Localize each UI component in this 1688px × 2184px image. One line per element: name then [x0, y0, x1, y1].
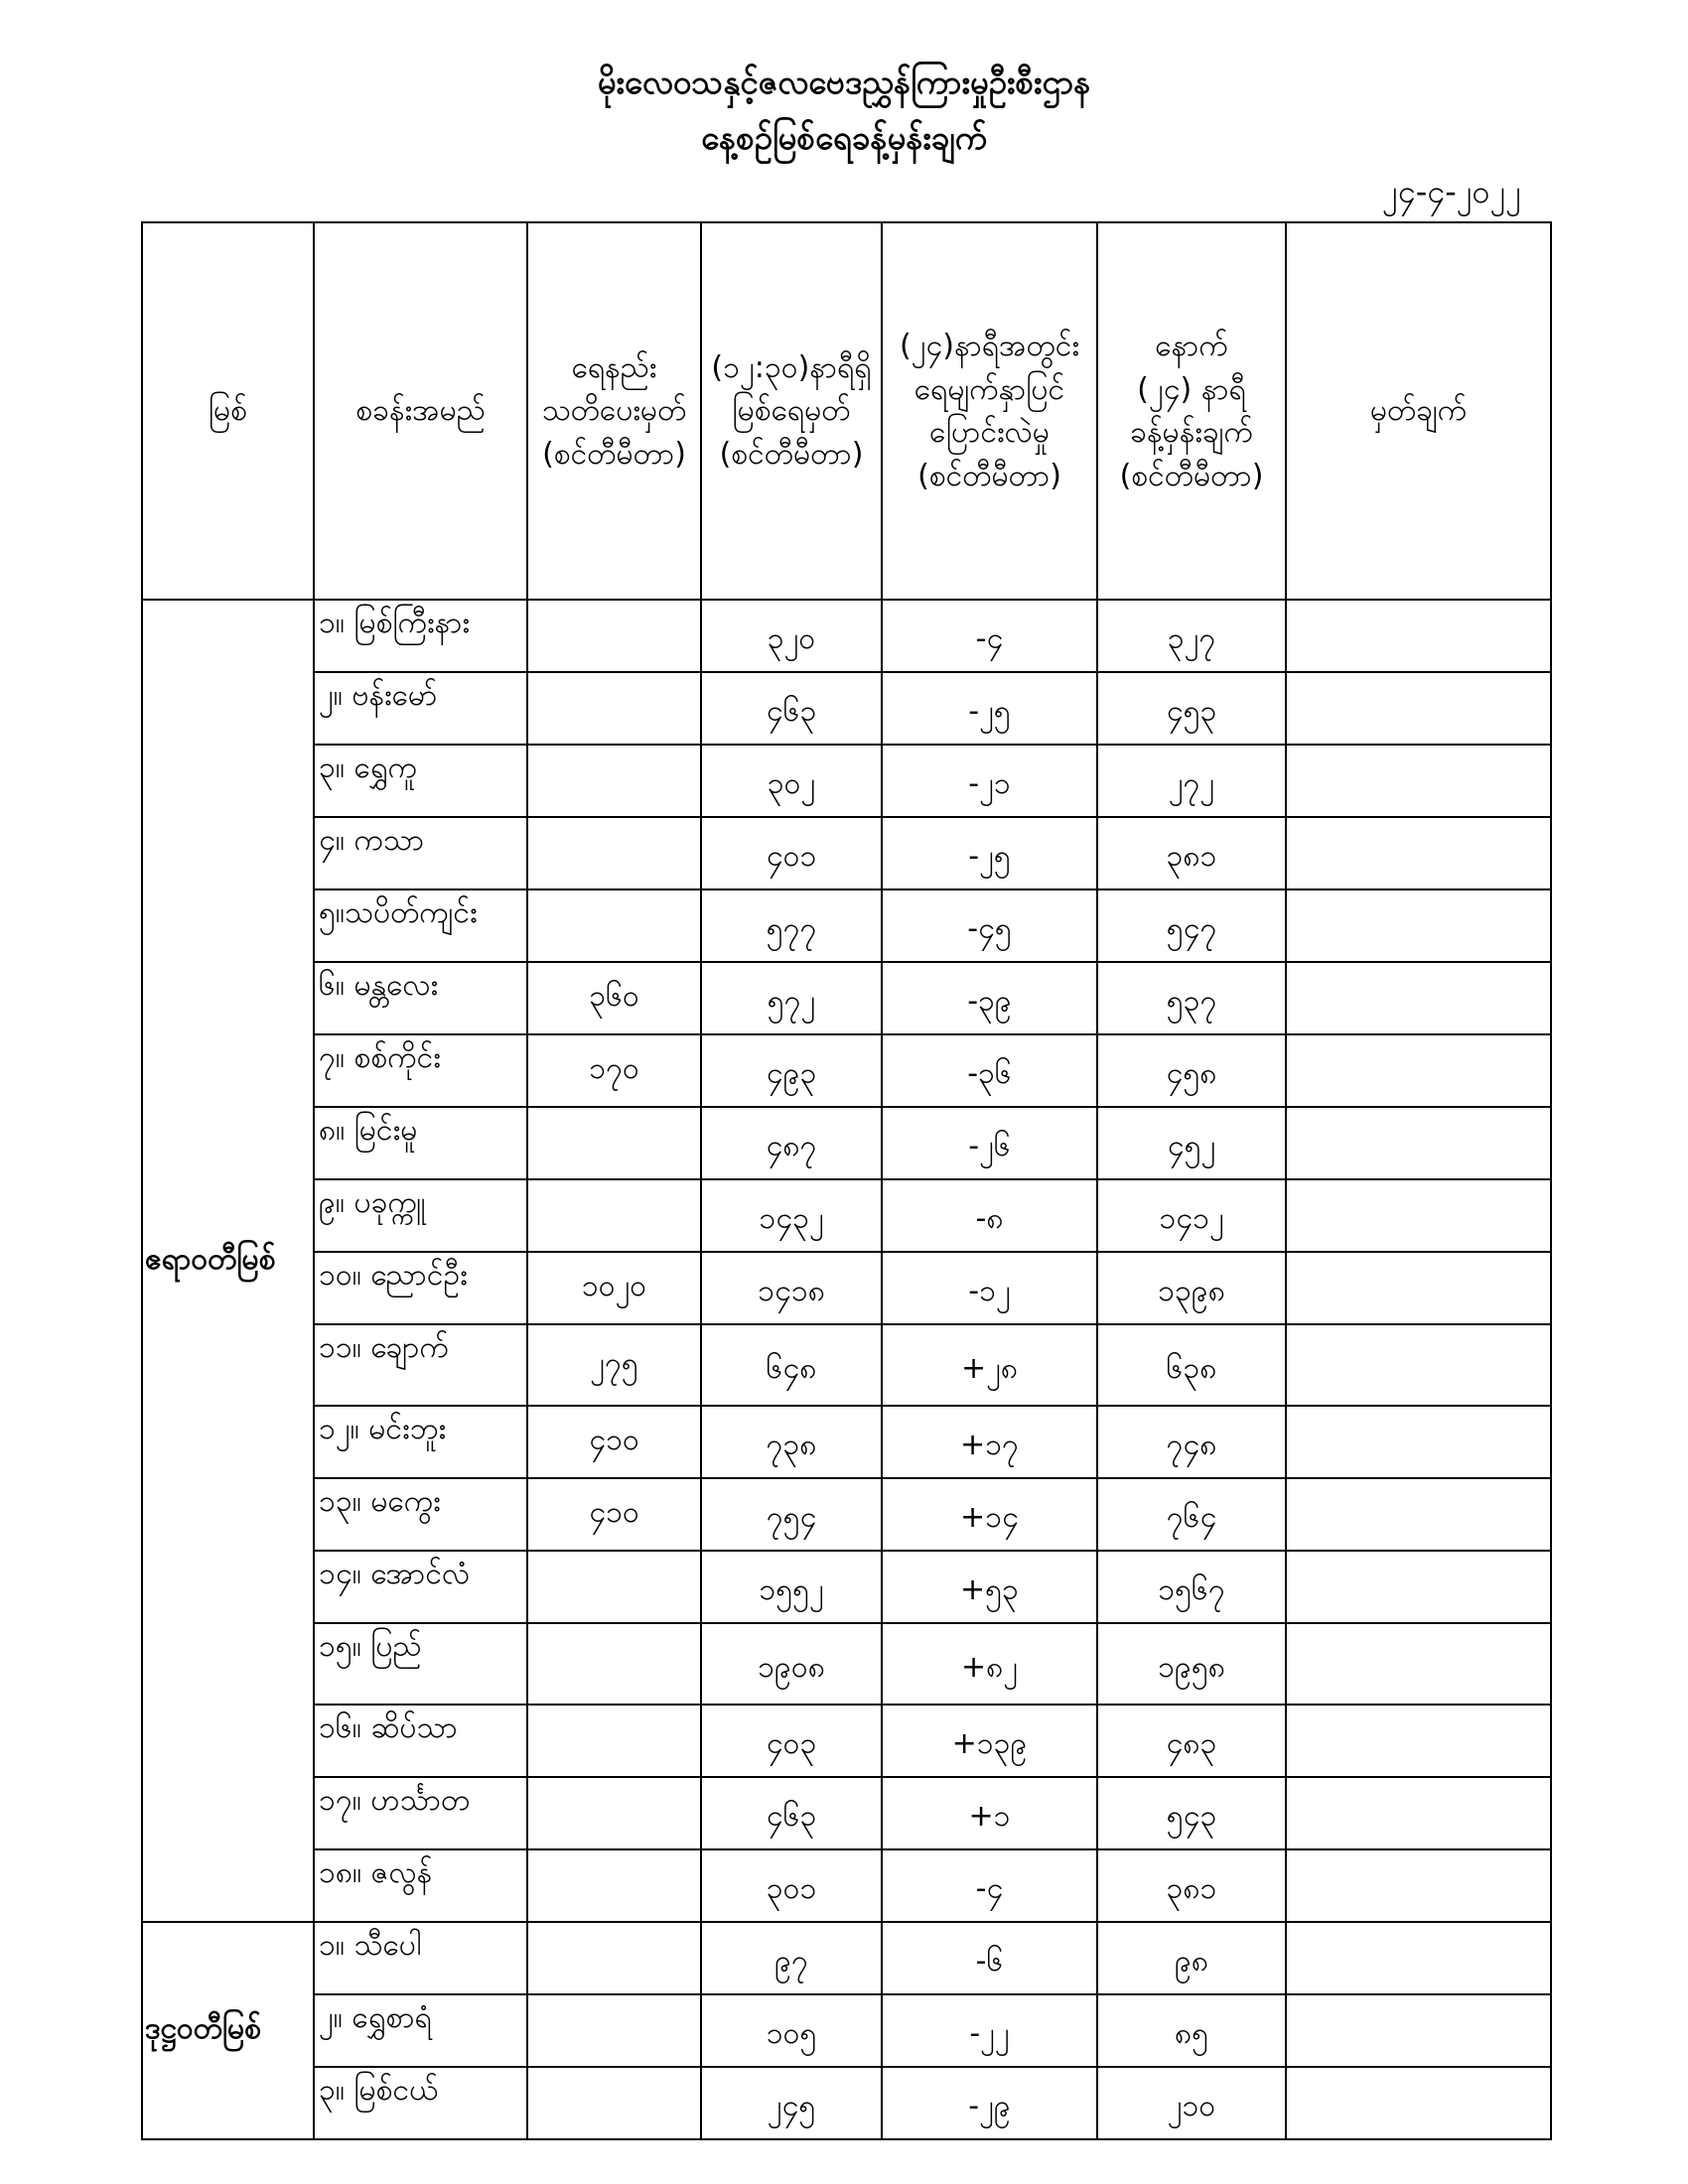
warning-level-cell	[527, 889, 701, 962]
forecast-cell: ၂၁၀	[1097, 2067, 1286, 2139]
warning-level-cell: ၁၇၀	[527, 1034, 701, 1107]
remark-cell	[1286, 672, 1551, 745]
water-level-cell: ၄၀၁	[701, 817, 882, 889]
change-cell: +၁၇	[882, 1406, 1097, 1478]
station-name-cell: ၈။ မြင်းမူ	[314, 1107, 527, 1179]
change-cell: -၄	[882, 1849, 1097, 1922]
table-row	[142, 1478, 1551, 1551]
remark-cell	[1286, 1252, 1551, 1324]
station-name-cell: ၃။ မြစ်ငယ်	[314, 2067, 527, 2139]
column-header-line: သတိပေးမှတ်	[541, 393, 687, 429]
warning-level-cell	[527, 1623, 701, 1705]
water-level-cell: ၄၀၃	[701, 1705, 882, 1777]
water-level-cell: ၃၀၁	[701, 1849, 882, 1922]
table-row	[142, 1551, 1551, 1623]
remark-cell	[1286, 2067, 1551, 2139]
warning-level-cell	[527, 1179, 701, 1252]
table-row	[142, 1406, 1551, 1478]
table-row	[142, 1849, 1551, 1922]
column-header-line: (၂၄)နာရီအတွင်း	[899, 329, 1080, 363]
station-name-cell: ၅။သပိတ်ကျင်း	[314, 889, 527, 962]
remark-cell	[1286, 817, 1551, 889]
table-row	[142, 1623, 1551, 1705]
table-row	[142, 1252, 1551, 1324]
forecast-cell: ၇၄၈	[1097, 1406, 1286, 1478]
remark-cell	[1286, 889, 1551, 962]
change-cell: -၂၆	[882, 1107, 1097, 1179]
station-name-cell: ၁၂။ မင်းဘူး	[314, 1406, 527, 1478]
water-level-cell: ၄၆၃	[701, 672, 882, 745]
table-row	[142, 1922, 1551, 1994]
forecast-cell: ၄၅၈	[1097, 1034, 1286, 1107]
remark-cell	[1286, 1179, 1551, 1252]
forecast-cell: ၄၈၃	[1097, 1705, 1286, 1777]
river-name-cell: ဒုဋ္ဌဝတီမြစ်	[142, 1922, 314, 2139]
column-header-river	[142, 222, 314, 600]
forecast-cell: ၅၄၃	[1097, 1777, 1286, 1849]
station-name-cell: ၂။ ရွှေစာရံ	[314, 1994, 527, 2067]
column-header-warning-level	[527, 222, 701, 600]
remark-cell	[1286, 1034, 1551, 1107]
station-name-cell: ၁၅။ ပြည်	[314, 1623, 527, 1705]
water-level-cell: ၁၄၁၈	[701, 1252, 882, 1324]
change-cell: -၂၉	[882, 2067, 1097, 2139]
station-name-cell: ၁၆။ ဆိပ်သာ	[314, 1705, 527, 1777]
report-date: ၂၄-၄-၂၀၂၂	[1382, 173, 1521, 210]
remark-cell	[1286, 1922, 1551, 1994]
river-forecast-table	[141, 221, 1552, 2140]
table-header-row	[142, 222, 1551, 600]
column-header-line: ပြောင်းလဲမှု	[929, 415, 1050, 450]
column-header-station	[314, 222, 527, 600]
remark-cell	[1286, 1406, 1551, 1478]
column-header-line: နောက်	[1155, 329, 1228, 363]
column-header-change	[882, 222, 1097, 600]
change-cell: -၂၅	[882, 672, 1097, 745]
change-cell: +၁၃၉	[882, 1705, 1097, 1777]
column-header-line: မြစ်ရေမှတ်	[732, 393, 851, 429]
station-name-cell: ၁။ မြစ်ကြီးနား	[314, 600, 527, 672]
remark-cell	[1286, 1478, 1551, 1551]
forecast-cell: ၄၅၃	[1097, 672, 1286, 745]
station-name-cell: ၉။ ပခုက္ကူ	[314, 1179, 527, 1252]
table-row	[142, 1705, 1551, 1777]
remark-cell	[1286, 745, 1551, 817]
table-row	[142, 600, 1551, 672]
forecast-cell: ၁၃၉၈	[1097, 1252, 1286, 1324]
column-header-line: ရေနည်း	[571, 349, 657, 385]
water-level-cell: ၅၇၇	[701, 889, 882, 962]
forecast-cell: ၁၄၁၂	[1097, 1179, 1286, 1252]
river-name-cell: ဧရာဝတီမြစ်	[142, 600, 314, 1922]
remark-cell	[1286, 962, 1551, 1034]
warning-level-cell: ၃၆၀	[527, 962, 701, 1034]
column-header-remark	[1286, 222, 1551, 600]
warning-level-cell	[527, 1922, 701, 1994]
warning-level-cell	[527, 1777, 701, 1849]
change-cell: -၃၉	[882, 962, 1097, 1034]
change-cell: -၂၅	[882, 817, 1097, 889]
forecast-cell: ၅၄၇	[1097, 889, 1286, 962]
change-cell: +၈၂	[882, 1623, 1097, 1705]
change-cell: -၂၂	[882, 1994, 1097, 2067]
warning-level-cell	[527, 1849, 701, 1922]
water-level-cell: ၇၃၈	[701, 1406, 882, 1478]
remark-cell	[1286, 1849, 1551, 1922]
table-row	[142, 1994, 1551, 2067]
station-name-cell: ၁၄။ အောင်လံ	[314, 1551, 527, 1623]
station-name-cell: ၁၁။ ချောက်	[314, 1324, 527, 1406]
column-header-current-level	[701, 222, 882, 600]
water-level-cell: ၉၇	[701, 1922, 882, 1994]
table-row	[142, 962, 1551, 1034]
table-body	[142, 600, 1551, 2139]
column-header-line: (စင်တီမီတာ)	[1119, 458, 1264, 493]
warning-level-cell	[527, 1551, 701, 1623]
table-row	[142, 1777, 1551, 1849]
water-level-cell: ၁၉၀၈	[701, 1623, 882, 1705]
change-cell: -၄၅	[882, 889, 1097, 962]
water-level-cell: ၄၉၃	[701, 1034, 882, 1107]
forecast-cell: ၃၂၇	[1097, 600, 1286, 672]
table-row	[142, 745, 1551, 817]
station-name-cell: ၁၃။ မကွေး	[314, 1478, 527, 1551]
station-name-cell: ၁။ သီပေါ	[314, 1922, 527, 1994]
table-row	[142, 1179, 1551, 1252]
column-header-line: (၁၂:၃၀)နာရီရှိ	[711, 349, 872, 385]
column-header-forecast	[1097, 222, 1286, 600]
forecast-cell: ၈၅	[1097, 1994, 1286, 2067]
forecast-cell: ၉၈	[1097, 1922, 1286, 1994]
column-header-line: စခန်းအမည်	[355, 393, 486, 429]
water-level-cell: ၂၄၅	[701, 2067, 882, 2139]
warning-level-cell: ၂၇၅	[527, 1324, 701, 1406]
warning-level-cell: ၄၁၀	[527, 1406, 701, 1478]
station-name-cell: ၂။ ဗန်းမော်	[314, 672, 527, 745]
warning-level-cell	[527, 1994, 701, 2067]
remark-cell	[1286, 1551, 1551, 1623]
column-header-line: (၂၄) နာရီ	[1137, 371, 1246, 407]
warning-level-cell: ၁၀၂၀	[527, 1252, 701, 1324]
change-cell: -၄	[882, 600, 1097, 672]
water-level-cell: ၃၂၀	[701, 600, 882, 672]
water-level-cell: ၄၈၇	[701, 1107, 882, 1179]
change-cell: +၁၄	[882, 1478, 1097, 1551]
forecast-cell: ၁၅၆၇	[1097, 1551, 1286, 1623]
warning-level-cell: ၄၁၀	[527, 1478, 701, 1551]
change-cell: -၁၂	[882, 1252, 1097, 1324]
water-level-cell: ၄၆၃	[701, 1777, 882, 1849]
forecast-cell: ၁၉၅၈	[1097, 1623, 1286, 1705]
forecast-cell: ၂၇၂	[1097, 745, 1286, 817]
station-name-cell: ၆။ မန္တလေး	[314, 962, 527, 1034]
station-name-cell: ၇။ စစ်ကိုင်း	[314, 1034, 527, 1107]
remark-cell	[1286, 1777, 1551, 1849]
change-cell: +၁	[882, 1777, 1097, 1849]
column-header-line: မြစ်	[208, 393, 248, 429]
forecast-cell: ၆၃၈	[1097, 1324, 1286, 1406]
page-title: မိုးလေဝသနှင့်ဇလဗေဒညွှန်ကြားမှုဦးစီးဌာန	[597, 63, 1091, 101]
column-header-line: မှတ်ချက်	[1369, 393, 1468, 429]
change-cell: -၈	[882, 1179, 1097, 1252]
water-level-cell: ၁၅၅၂	[701, 1551, 882, 1623]
column-header-line: (စင်တီမီတာ)	[719, 436, 864, 472]
warning-level-cell	[527, 672, 701, 745]
water-level-cell: ၁၀၅	[701, 1994, 882, 2067]
remark-cell	[1286, 600, 1551, 672]
water-level-cell: ၃၀၂	[701, 745, 882, 817]
table-row	[142, 2067, 1551, 2139]
remark-cell	[1286, 1324, 1551, 1406]
water-level-cell: ၇၅၄	[701, 1478, 882, 1551]
table-row	[142, 1107, 1551, 1179]
table-row	[142, 672, 1551, 745]
station-name-cell: ၃။ ရွှေကူ	[314, 745, 527, 817]
warning-level-cell	[527, 600, 701, 672]
warning-level-cell	[527, 1107, 701, 1179]
change-cell: +၅၃	[882, 1551, 1097, 1623]
remark-cell	[1286, 1107, 1551, 1179]
warning-level-cell	[527, 745, 701, 817]
forecast-cell: ၃၈၁	[1097, 1849, 1286, 1922]
remark-cell	[1286, 1705, 1551, 1777]
water-level-cell: ၁၄၃၂	[701, 1179, 882, 1252]
change-cell: +၂၈	[882, 1324, 1097, 1406]
column-header-line: (စင်တီမီတာ)	[917, 458, 1061, 493]
column-header-line: ခန့်မှန်းချက်	[1130, 415, 1253, 450]
column-header-line: ရေမျက်နှာပြင်	[914, 371, 1065, 407]
forecast-cell: ၃၈၁	[1097, 817, 1286, 889]
change-cell: -၂၁	[882, 745, 1097, 817]
change-cell: -၆	[882, 1922, 1097, 1994]
table-row	[142, 1034, 1551, 1107]
forecast-cell: ၄၅၂	[1097, 1107, 1286, 1179]
table-row	[142, 817, 1551, 889]
warning-level-cell	[527, 1705, 701, 1777]
table-row	[142, 1324, 1551, 1406]
water-level-cell: ၅၇၂	[701, 962, 882, 1034]
table-row	[142, 889, 1551, 962]
forecast-cell: ၇၆၄	[1097, 1478, 1286, 1551]
station-name-cell: ၁၇။ ဟင်္သာတ	[314, 1777, 527, 1849]
water-level-cell: ၆၄၈	[701, 1324, 882, 1406]
remark-cell	[1286, 1623, 1551, 1705]
station-name-cell: ၁၈။ ဇလွန်	[314, 1849, 527, 1922]
forecast-cell: ၅၃၇	[1097, 962, 1286, 1034]
warning-level-cell	[527, 2067, 701, 2139]
column-header-line: (စင်တီမီတာ)	[542, 436, 686, 472]
station-name-cell: ၄။ ကသာ	[314, 817, 527, 889]
remark-cell	[1286, 1994, 1551, 2067]
station-name-cell: ၁၀။ ညောင်ဦး	[314, 1252, 527, 1324]
page-subtitle: နေ့စဉ်မြစ်ရေခန့်မှန်းချက်	[701, 118, 987, 157]
change-cell: -၃၆	[882, 1034, 1097, 1107]
warning-level-cell	[527, 817, 701, 889]
